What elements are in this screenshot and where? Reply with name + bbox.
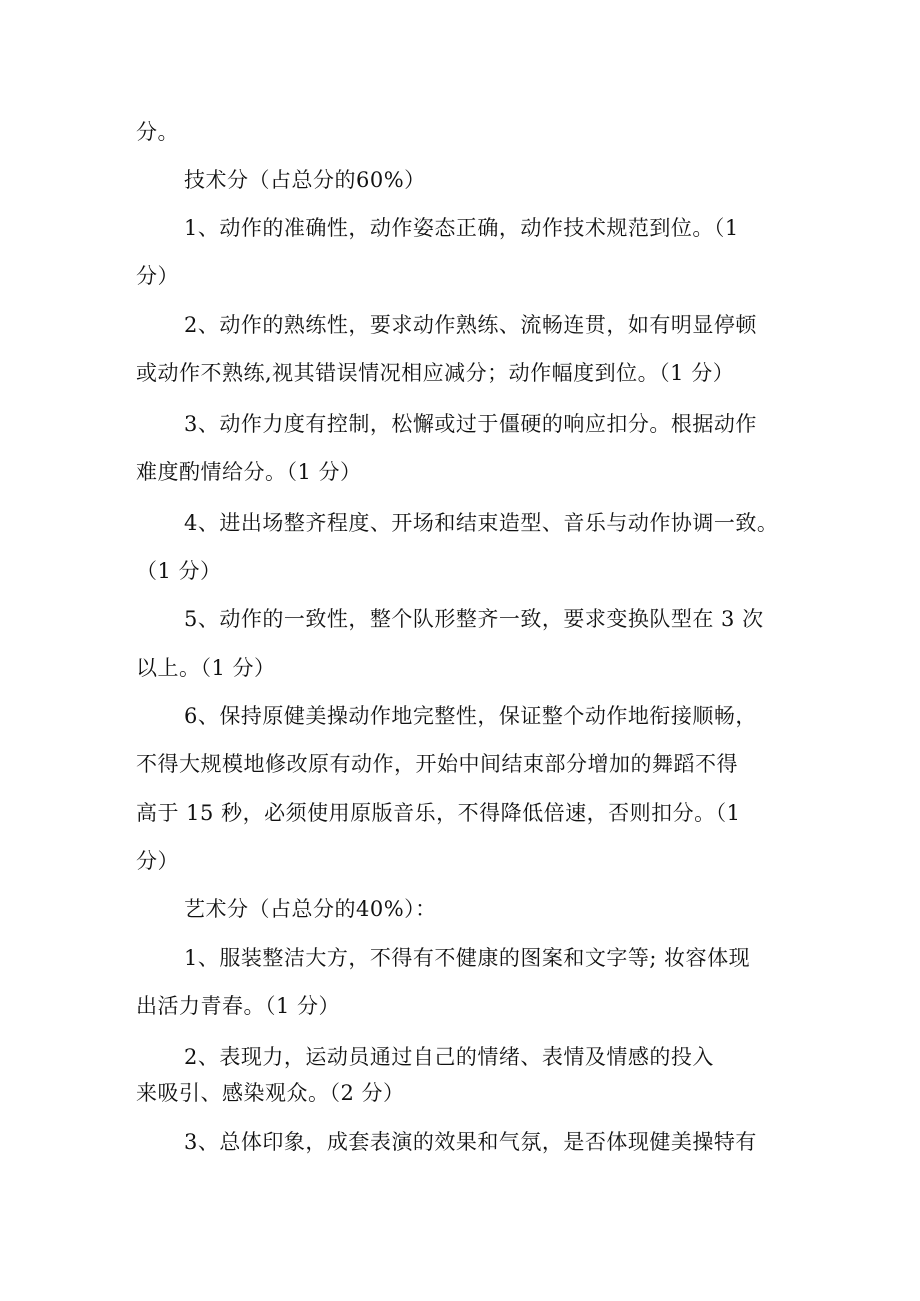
text-line-14: 不得大规模地修改原有动作，开始中间结束部分增加的舞蹈不得 xyxy=(136,752,738,776)
text-line-11: 5、动作的一致性，整个队形整齐一致，要求变换队型在 3 次 xyxy=(184,607,764,631)
text-line-6: 或动作不熟练,视其错误情况相应减分；动作幅度到位。（1 分） xyxy=(136,361,735,385)
text-line-15: 高于 15 秒，必须使用原版音乐，不得降低倍速，否则扣分。（1 xyxy=(136,801,741,825)
section-heading-technical: 技术分（占总分的60%） xyxy=(184,168,426,192)
text-line-10: （1 分） xyxy=(136,559,222,583)
text-line-3: 1、动作的准确性，动作姿态正确，动作技术规范到位。（1 xyxy=(184,216,739,240)
text-line-22: 3、总体印象，成套表演的效果和气氛，是否体现健美操特有 xyxy=(184,1130,757,1154)
text-line-7: 3、动作力度有控制，松懈或过于僵硬的响应扣分。根据动作 xyxy=(184,412,757,436)
text-line-5: 2、动作的熟练性，要求动作熟练、流畅连贯，如有明显停顿 xyxy=(184,313,757,337)
text-line-12: 以上。（1 分） xyxy=(136,656,276,680)
text-line-1: 分。 xyxy=(136,120,179,144)
text-line-21: 来吸引、感染观众。（2 分） xyxy=(136,1081,405,1105)
text-line-19: 出活力青春。（1 分） xyxy=(136,994,341,1018)
text-line-8: 难度酌情给分。（1 分） xyxy=(136,460,362,484)
text-line-16: 分） xyxy=(136,849,179,873)
text-line-13: 6、保持原健美操动作地完整性，保证整个动作地衔接顺畅， xyxy=(184,704,757,728)
section-heading-artistic: 艺术分（占总分的40%）： xyxy=(184,897,437,921)
text-line-4: 分） xyxy=(136,264,179,288)
text-line-20: 2、表现力，运动员通过自己的情绪、表情及情感的投入 xyxy=(184,1045,714,1069)
text-line-9: 4、进出场整齐程度、开场和结束造型、音乐与动作协调一致。 xyxy=(184,511,779,535)
text-line-18: 1、服装整洁大方，不得有不健康的图案和文字等; 妆容体现 xyxy=(184,946,751,970)
